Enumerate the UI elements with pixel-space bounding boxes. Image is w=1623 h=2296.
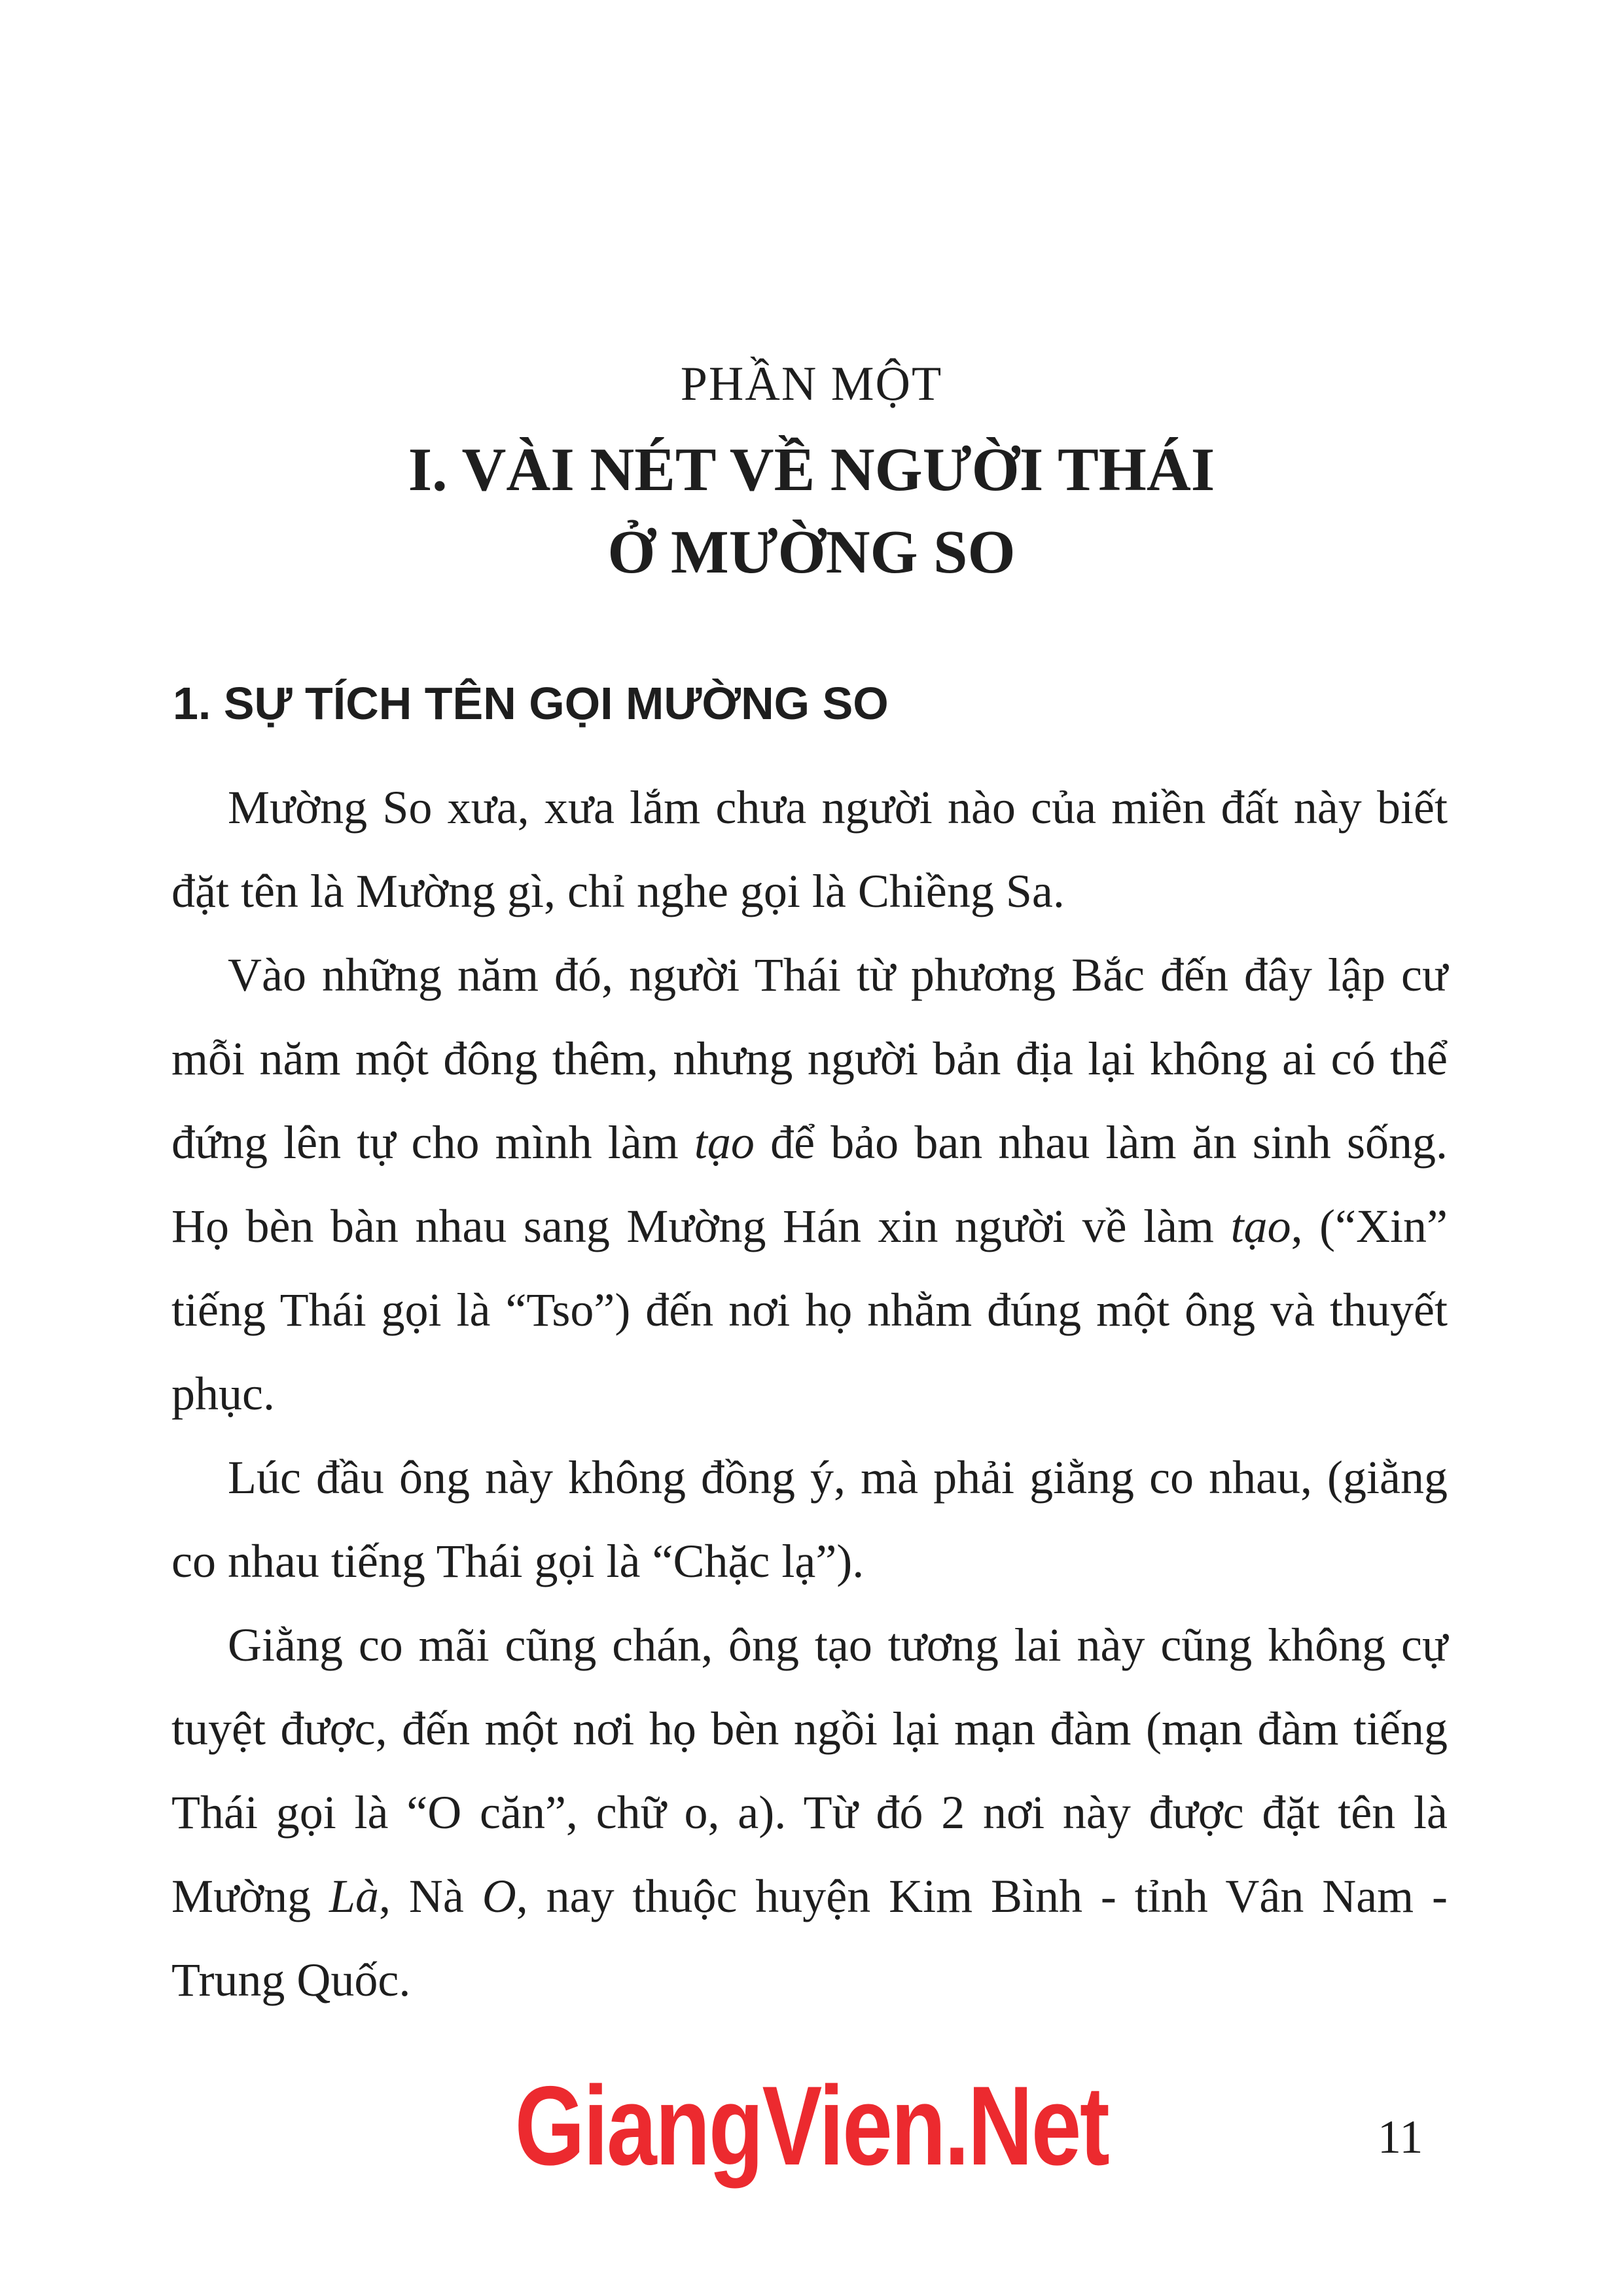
paragraph-4-text-e: , nay thuộc huyện Kim Bình - tỉnh Vân Nam - Trung Quốc.	[171, 1870, 1448, 2006]
part-label: PHẦN MỘT	[680, 357, 943, 411]
paragraph-4-italic-o: O	[482, 1870, 516, 1922]
paragraph-1: Mường So xưa, xưa lắm chưa người nào của miền đất này biết đặt tên là Mường gì, chỉ nghe gọi là Chiềng Sa.	[171, 781, 1448, 917]
chapter-title-line2: Ở MƯỜNG SO	[607, 518, 1016, 586]
paragraph-2-text-c: để bảo ban nhau làm ăn sinh sống. Họ bèn bàn nhau sang Mường Hán xin người về làm	[171, 1116, 1448, 1252]
paragraph-2	[171, 933, 1448, 1436]
paragraph-3: Lúc đầu ông này không đồng ý, mà phải giằng co nhau, (giằng co nhau tiếng Thái gọi là “Chặc lạ”).	[171, 1451, 1448, 1587]
chapter-title-line1: I. VÀI NÉT VỀ NGƯỜI THÁI	[408, 436, 1215, 504]
body-text	[171, 766, 1448, 2022]
page-number: 11	[1378, 2111, 1423, 2163]
watermark-logo: GiangVien.Net	[514, 2063, 1109, 2189]
paragraph-2-italic-tao-1: tạo	[694, 1116, 755, 1169]
paragraph-4-italic-la: Là	[329, 1870, 380, 1922]
paragraph-2-text-a: Vào những năm đó, người Thái từ phương Bắc đến đây lập cư mỗi năm một đông thêm, nhưng người bản địa lại không ai có thể đứng lên tự cho mình làm	[171, 949, 1448, 1169]
paragraph-2-text-e: , (“Xin” tiếng Thái gọi là “Tso”) đến nơi họ nhằm đúng một ông và thuyết phục.	[171, 1200, 1448, 1420]
paragraph-4-text-c: , Nà	[379, 1870, 482, 1922]
chapter-title	[0, 429, 1623, 593]
section-heading: 1. SỰ TÍCH TÊN GỌI MƯỜNG SO	[173, 678, 889, 729]
paragraph-4-text-a: Giằng co mãi cũng chán, ông tạo tương lai này cũng không cự tuyệt được, đến một nơi họ bèn ngồi lại mạn đàm (mạn đàm tiếng Thái gọi là “O căn”, chữ o, a). Từ đó 2 nơi này được đặt tên là Mường	[171, 1619, 1448, 1922]
paragraph-4	[171, 1603, 1448, 2022]
paragraph-2-italic-tao-2: tạo	[1230, 1200, 1291, 1252]
